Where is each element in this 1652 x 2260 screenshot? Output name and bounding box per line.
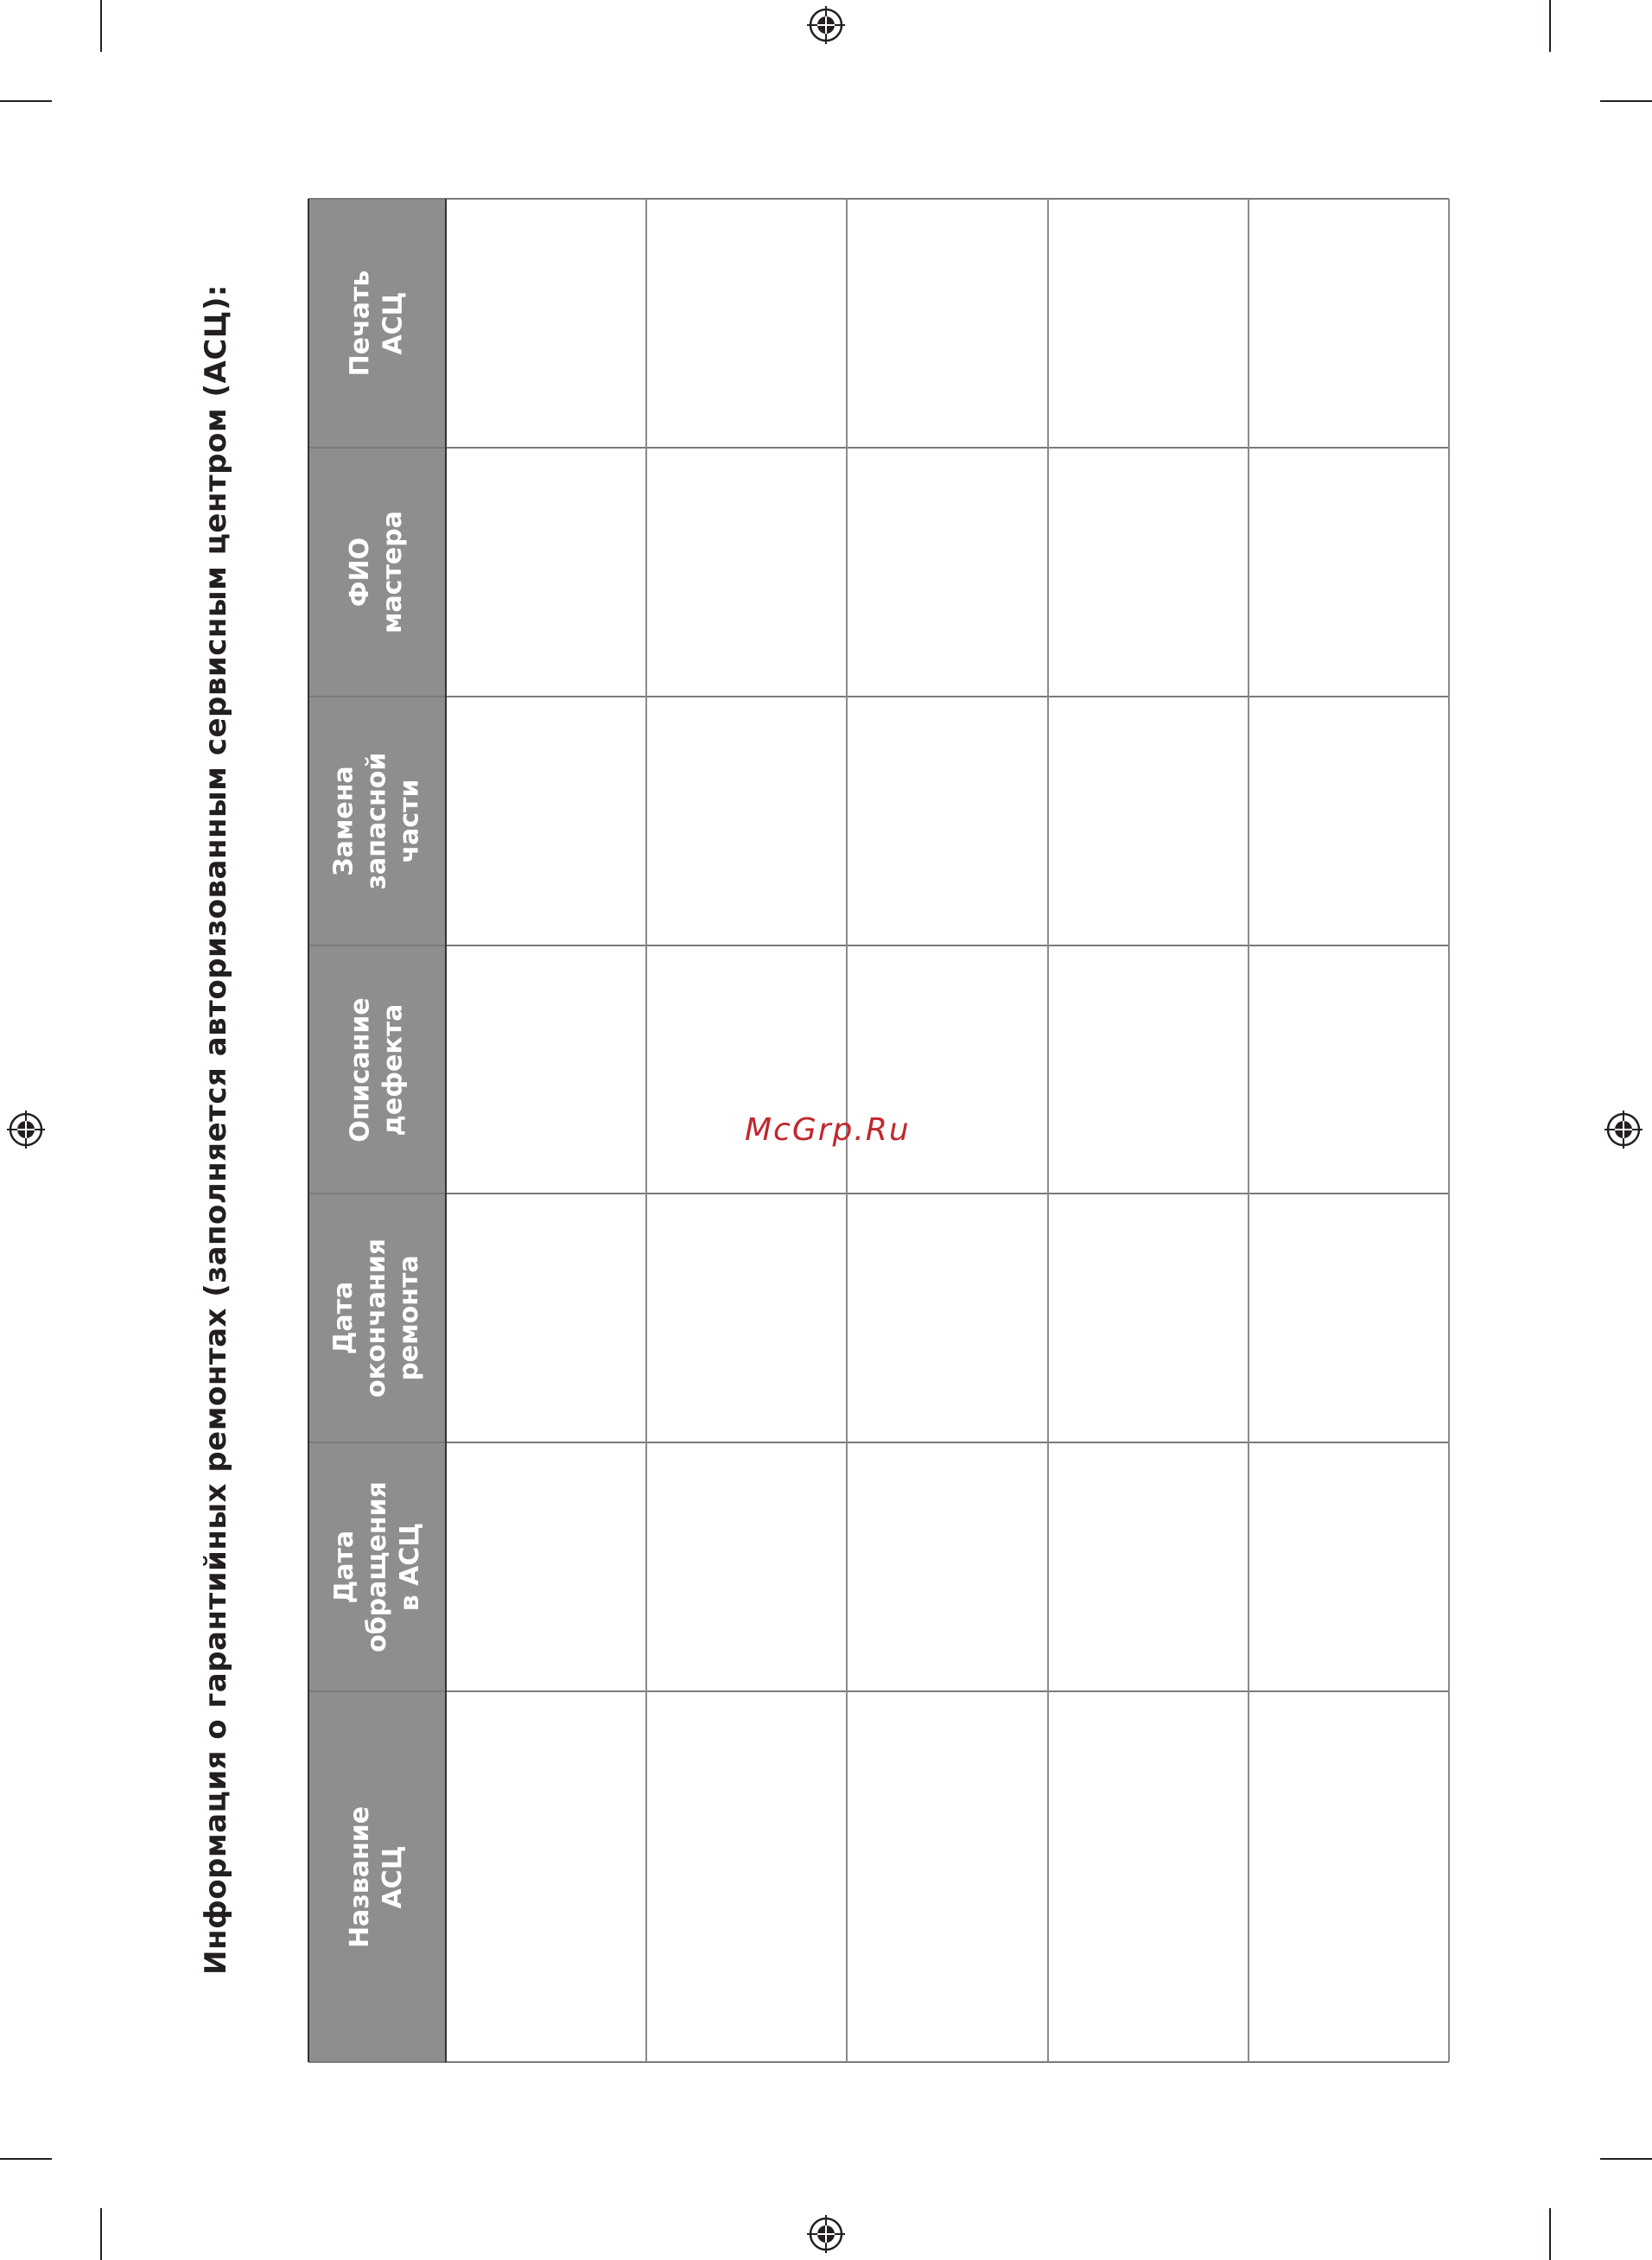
table-cell[interactable] [446,448,646,697]
table-cell[interactable] [446,1691,646,2062]
column-header-defect-description [308,945,446,1194]
table-cell[interactable] [847,1442,1047,1691]
table-cell[interactable] [847,448,1047,697]
column-header-repair-end-date [308,1194,446,1442]
table-cell[interactable] [646,945,847,1194]
table-cell[interactable] [646,1442,847,1691]
column-header-request-date [308,1442,446,1691]
table-cell[interactable] [446,945,646,1194]
table-cell[interactable] [1048,199,1249,448]
table-cell[interactable] [1249,448,1449,697]
table-cell[interactable] [1048,1691,1249,2062]
table-cell[interactable] [847,697,1047,945]
table-cell[interactable] [1048,697,1249,945]
column-header-label: ФИО мастера [345,510,409,634]
column-header-label: Дата обращения в АСЦ [328,1481,425,1652]
column-header-label: Название АСЦ [345,1805,409,1948]
table-cell[interactable] [646,1691,847,2062]
table-cell[interactable] [1249,1691,1449,2062]
column-header-spare-part-replacement [308,697,446,945]
table-outer-border [308,199,309,2062]
table-cell[interactable] [847,1194,1047,1442]
table-cell[interactable] [446,697,646,945]
table-cell[interactable] [1249,697,1449,945]
column-header-service-center-stamp [308,199,446,448]
table-cell[interactable] [1249,199,1449,448]
page-title: Информация о гарантийных ремонтах (заполняется авторизованным сервисным центром (АСЦ): [199,284,233,1975]
table-cell[interactable] [446,1194,646,1442]
column-header-label: Замена запасной части [328,752,425,890]
table-cell[interactable] [1048,945,1249,1194]
column-header-label: Дата окончания ремонта [328,1238,425,1398]
table-cell[interactable] [646,697,847,945]
table-cell[interactable] [847,1691,1047,2062]
table-cell[interactable] [646,199,847,448]
table-cell[interactable] [1048,448,1249,697]
watermark: McGrp.Ru [745,1112,911,1148]
column-header-label: Описание дефекта [345,996,409,1143]
table-cell[interactable] [446,1442,646,1691]
table-cell[interactable] [1249,945,1449,1194]
table-cell[interactable] [646,1194,847,1442]
table-cell[interactable] [1048,1194,1249,1442]
column-header-label: Печать АСЦ [345,270,409,377]
column-header-technician-name [308,448,446,697]
table-cell[interactable] [446,199,646,448]
table-cell[interactable] [646,448,847,697]
table-cell[interactable] [1249,1194,1449,1442]
table-cell[interactable] [847,199,1047,448]
table-cell[interactable] [1249,1442,1449,1691]
column-header-service-center-name [308,1691,446,2062]
table-cell[interactable] [847,945,1047,1194]
table-cell[interactable] [1048,1442,1249,1691]
